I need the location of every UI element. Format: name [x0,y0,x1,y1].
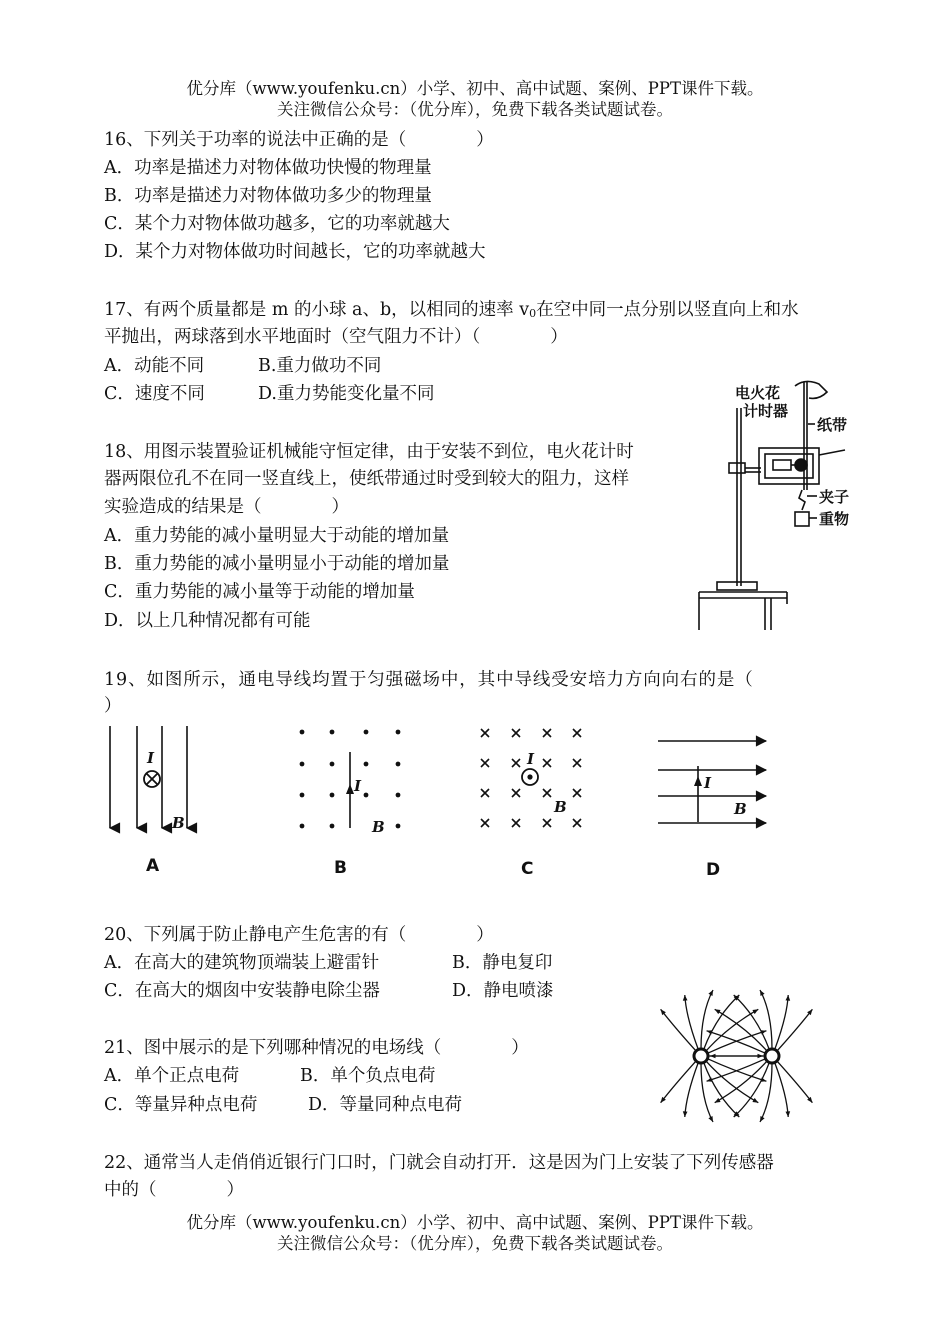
q19-figure-b [290,722,410,834]
field-line [661,1061,697,1103]
q19-figure-c [472,722,592,834]
q19-label-d: D [706,860,721,880]
field-arrow-icon [786,1111,791,1117]
q17-option-d: D.重力势能变化量不同 [258,384,435,404]
q17-v-subscript: 0 [529,307,537,320]
q21-option-c: C．等量异种点电荷 [104,1095,258,1115]
q20-option-b: B．静电复印 [452,953,553,973]
q20-option-d: D．静电喷漆 [452,981,554,1001]
q17-option-a: A．动能不同 [104,356,205,376]
label-field: B [734,800,747,818]
q18-apparatus-figure [695,378,860,634]
field-line [715,1061,767,1103]
label-clip: 夹子 [819,488,850,506]
q17-option-b: B.重力做功不同 [258,356,382,376]
q20-stem: 20、下列属于防止静电产生危害的有（ ） [104,925,494,945]
label-field: B [372,818,385,834]
current-up-arrow-icon [346,784,354,794]
q16-option-b: B．功率是描述力对物体做功多少的物理量 [104,186,432,206]
q21-field-lines-figure [626,985,848,1127]
field-line [777,1009,813,1051]
footer-line-2: 关注微信公众号：（优分库），免费下载各类试题试卷。 [277,1234,673,1253]
field-line [661,1009,697,1051]
current-up-arrow-icon [694,776,702,786]
field-arrow-icon [683,1111,688,1117]
q19-stem-line-1: 19、如图所示，通电导线均置于匀强磁场中，其中导线受安培力方向向右的是（ [104,670,754,690]
footer-line-1: 优分库（www.youfenku.cn）小学、初中、高中试题、案例、PPT课件下载。 [186,1213,764,1232]
q18-option-b: B．重力势能的减小量明显小于动能的增加量 [104,554,450,574]
q16-option-c: C．某个力对物体做功越多，它的功率就越大 [104,214,450,234]
field-arrow-icon [707,1030,713,1034]
q21-option-a: A．单个正点电荷 [104,1066,240,1086]
header-line-2: 关注微信公众号：（优分库），免费下载各类试题试卷。 [277,100,673,119]
label-tape: 纸带 [817,416,848,434]
label-field: B [172,814,185,832]
q17-stem-part-b: 在空中同一点分别以竖直向上和水 [536,300,799,320]
header-line-1: 优分库（www.youfenku.cn）小学、初中、高中试题、案例、PPT课件下载。 [186,79,764,98]
q16-option-a: A．功率是描述力对物体做功快慢的物理量 [104,158,432,178]
field-arrow-icon [683,995,688,1001]
field-line [715,1009,767,1051]
label-current: I [354,777,362,795]
field-line [777,1061,813,1103]
label-weight: 重物 [819,510,850,528]
q21-stem: 21、图中展示的是下列哪种情况的电场线（ ） [104,1038,529,1058]
q19-label-a: A [146,856,160,876]
q21-option-b: B．单个负点电荷 [300,1066,436,1086]
q18-option-c: C．重力势能的减小量等于动能的增加量 [104,582,415,602]
q19-label-b: B [334,858,347,878]
field-line [706,1061,758,1103]
label-timer-line2: 计时器 [743,402,789,420]
field-arrow-icon [710,1054,716,1059]
q18-option-d: D．以上几种情况都有可能 [104,611,311,631]
q20-option-a: A．在高大的建筑物顶端装上避雷针 [104,953,380,973]
label-current: I [147,749,155,767]
q17-stem-part-a: 17、有两个质量都是 m 的小球 a、b，以相同的速率 v [104,300,530,320]
label-current: I [704,774,712,792]
q17-option-c: C．速度不同 [104,384,205,404]
label-timer-line1: 电火花 [735,384,781,402]
q16-option-d: D．某个力对物体做功时间越长，它的功率就越大 [104,242,486,262]
q21-option-d: D．等量同种点电荷 [308,1095,463,1115]
field-line [706,1009,758,1051]
q18-stem-line-1: 18、用图示装置验证机械能守恒定律，由于安装不到位，电火花计时 [104,442,634,462]
field-arrow-icon [707,1077,713,1081]
weight [795,512,809,526]
q17-stem-line-2: 平抛出，两球落到水平地面时（空气阻力不计）（ ） [104,327,568,347]
point-charge-icon [694,1049,708,1063]
q19-label-c: C [521,859,534,879]
q22-stem-line-2: 中的（ ） [104,1180,244,1200]
q18-stem-line-2: 器两限位孔不在同一竖直线上，使纸带通过时受到较大的阻力，这样 [104,469,629,489]
q19-figure-d [654,722,774,834]
q19-stem-line-2: ） [104,696,122,716]
field-arrow-icon [786,995,791,1001]
q18-stem-line-3: 实验造成的结果是（ ） [104,497,349,517]
point-charge-icon [765,1049,779,1063]
q16-stem: 16、下列关于功率的说法中正确的是（ ） [104,130,494,150]
q20-option-c: C．在高大的烟囱中安装静电除尘器 [104,981,380,1001]
q22-stem-line-1: 22、通常当人走俏俏近银行门口时，门就会自动打开．这是因为门上安装了下列传感器 [104,1153,774,1173]
label-current: I [527,750,535,768]
q18-option-a: A．重力势能的减小量明显大于动能的增加量 [104,526,450,546]
q19-figure-a [100,722,200,834]
label-field: B [554,798,567,816]
